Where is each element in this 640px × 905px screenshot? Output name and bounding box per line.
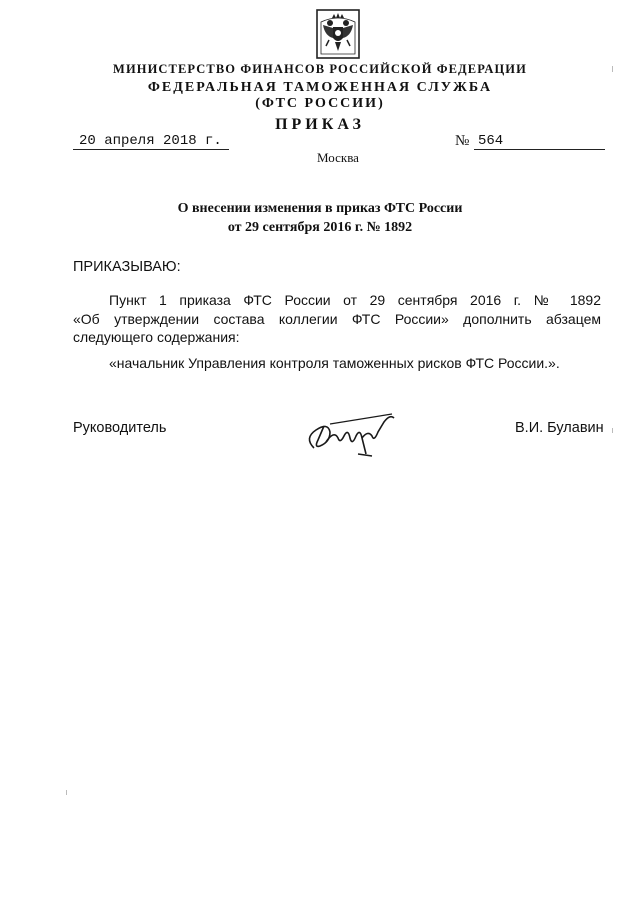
order-subject <box>0 199 640 237</box>
scan-edge-mark <box>612 66 613 72</box>
added-text-quote: «начальник Управления контроля таможенных рисков ФТС России.». <box>109 355 560 371</box>
paragraph-line-1: Пункт 1 приказа ФТС России от 29 сентября 2016 г. № 1892 <box>109 292 601 308</box>
paragraph-line-2: «Об утверждении состава коллегии ФТС России» дополнить абзацем <box>73 310 601 327</box>
order-paragraph <box>73 291 601 347</box>
paragraph-line-3: следующего содержания: <box>73 329 240 345</box>
service-name: ФЕДЕРАЛЬНАЯ ТАМОЖЕННАЯ СЛУЖБА <box>147 80 493 95</box>
scan-edge-mark <box>66 790 67 795</box>
ministry-name: МИНИСТЕРСТВО ФИНАНСОВ РОССИЙСКОЙ ФЕДЕРАЦИИ <box>113 62 527 76</box>
scan-edge-mark <box>612 428 613 433</box>
subject-line-2: от 29 сентября 2016 г. № 1892 <box>227 220 413 235</box>
service-abbreviation: (ФТС РОССИИ) <box>255 96 385 111</box>
subject-line-1: О внесении изменения в приказ ФТС России <box>177 201 463 216</box>
coat-of-arms-icon <box>315 8 361 60</box>
number-sign: № <box>455 133 470 149</box>
order-number: 564 <box>474 134 605 150</box>
resolve-heading: ПРИКАЗЫВАЮ: <box>73 259 181 275</box>
signatory-name: В.И. Булавин <box>515 420 604 436</box>
document-type: ПРИКАЗ <box>275 116 365 133</box>
order-date: 20 апреля 2018 г. <box>73 134 229 150</box>
signatory-position: Руководитель <box>73 420 167 436</box>
signature-icon <box>300 408 400 462</box>
city: Москва <box>317 150 359 165</box>
